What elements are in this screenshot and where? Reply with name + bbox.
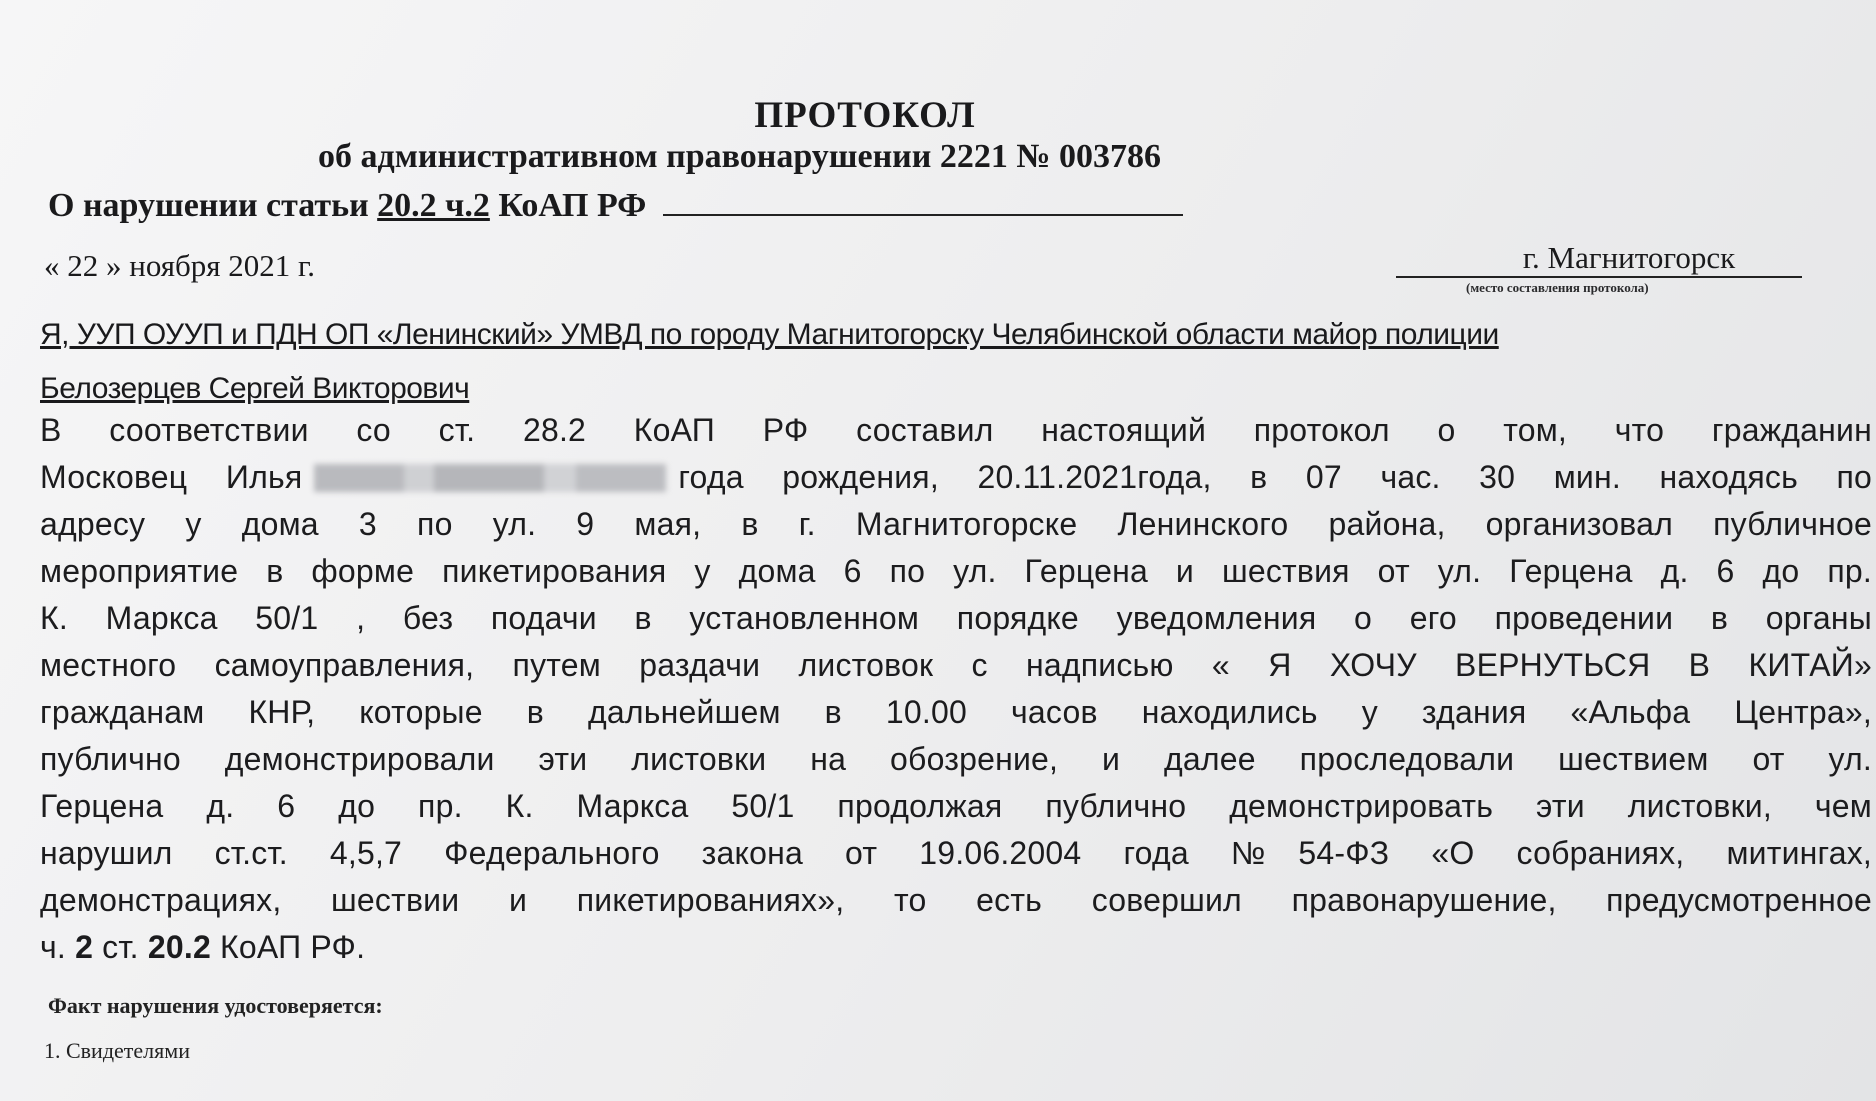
body-line-7: гражданам КНР, которые в дальнейшем в 10.00 часов находились у здания «Альфа Центра», (40, 694, 1872, 730)
article-suffix: КоАП РФ (498, 187, 647, 224)
body-line-11: демонстрациях, шествии и пикетированиях», то есть совершил правонарушение, предусмотренное (40, 882, 1872, 918)
article-number: 20.2 ч.2 (377, 187, 490, 224)
article-blank-line (663, 186, 1183, 216)
body-name: Московец Илья (40, 459, 303, 495)
body-line-10: нарушил ст.ст. 4,5,7 Федерального закона от 19.06.2004 года №54-ФЗ «О собраниях, митингах, (40, 835, 1872, 871)
body-line-5: К. Маркса 50/1 , без подачи в установленном порядке уведомления о его проведении в органы (40, 600, 1872, 636)
witness-number: 1. (44, 1038, 61, 1063)
article-line (48, 186, 1183, 225)
body-article-number: 20.2 (147, 929, 211, 965)
body-line-1: В соответствии со ст. 28.2 КоАП РФ составил настоящий протокол о том, что гражданин (40, 412, 1872, 448)
body-line-4: мероприятие в форме пикетирования у дома 6 по ул. Герцена и шествия от ул. Герцена д. 6 до пр. (40, 553, 1872, 589)
body-line-9: Герцена д. 6 до пр. К. Маркса 50/1 продолжая публично демонстрировать эти листовки, чем (40, 788, 1872, 824)
document-title: ПРОТОКОЛ (754, 95, 976, 136)
article-prefix: О нарушении статьи (48, 187, 369, 224)
body-line-3: адресу у дома 3 по ул. 9 мая, в г. Магнитогорске Ленинского района, организовал публичное (40, 506, 1872, 542)
document-subtitle: об административном правонарушении 2221 № 003786 (318, 138, 1162, 175)
body-part-number: 2 (75, 929, 94, 965)
officer-line-2: Белозерцев Сергей Викторович (40, 372, 470, 405)
witness-label: Свидетелями (66, 1038, 190, 1063)
body-line-2 (40, 459, 1872, 496)
body-line-12 (40, 929, 365, 966)
officer-line-1: Я, УУП ОУУП и ПДН ОП «Ленинский» УМВД по городу Магнитогорску Челябинской области майор полиции (40, 318, 1499, 351)
witness-item (44, 1038, 190, 1064)
fact-heading: Факт нарушения удостоверяется: (48, 993, 383, 1018)
redacted-birthdate (314, 464, 666, 492)
protocol-date: « 22 » ноября 2021 г. (44, 248, 316, 283)
body-article-label: ст. (102, 929, 139, 965)
place-caption: (место составления протокола) (1466, 280, 1649, 295)
body-line-2-rest: года рождения, 20.11.2021года, в 07 час. 30 мин. находясь по (678, 459, 1873, 495)
body-part-label: ч. (40, 929, 66, 965)
protocol-place: г. Магнитогорск (1396, 240, 1802, 278)
body-line-8: публично демонстрировали эти листовки на обозрение, и далее проследовали шествием от ул. (40, 741, 1872, 777)
body-code-name: КоАП РФ. (220, 929, 366, 965)
body-line-6: местного самоуправления, путем раздачи листовок с надписью « Я ХОЧУ ВЕРНУТЬСЯ В КИТАЙ» (40, 647, 1872, 683)
